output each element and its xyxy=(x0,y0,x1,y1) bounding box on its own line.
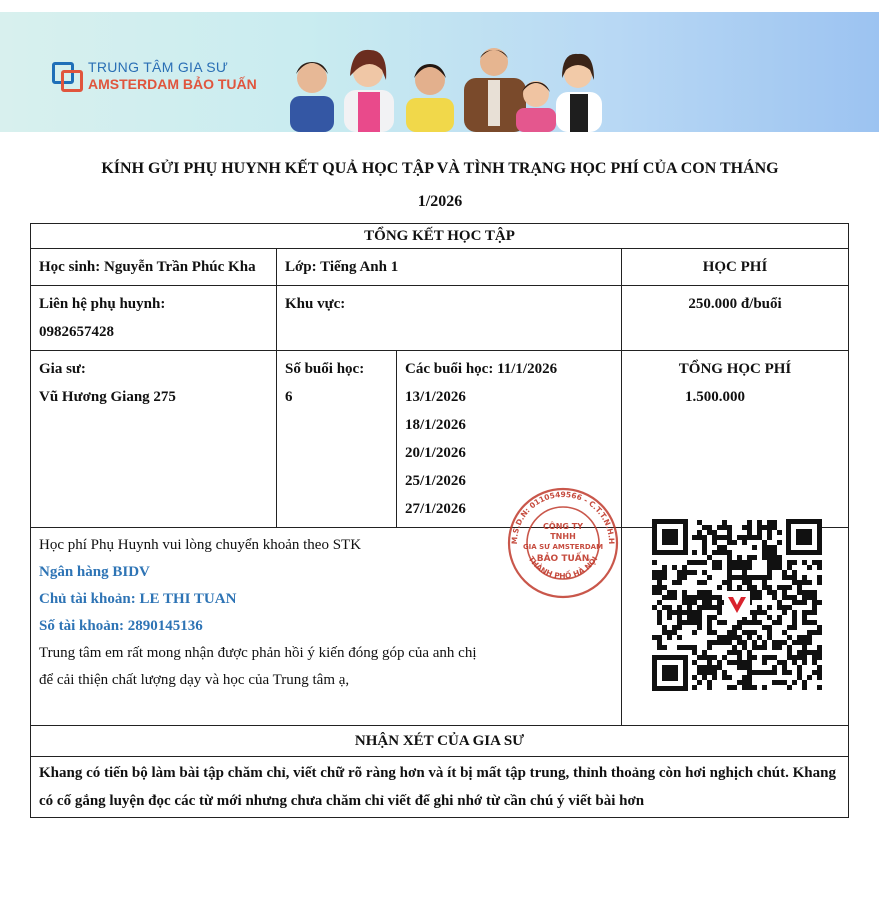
summary-header: TỔNG KẾT HỌC TẬP xyxy=(31,224,849,249)
fee-per-session: 250.000 đ/buổi xyxy=(622,286,849,351)
session-count-cell xyxy=(277,351,397,528)
session-date: 18/1/2026 xyxy=(405,417,466,433)
bank-name: Ngân hàng BIDV xyxy=(39,564,150,580)
company-stamp-icon xyxy=(503,485,623,600)
session-dates-label: Các buổi học: 11/1/2026 xyxy=(405,361,558,377)
tutor-info xyxy=(31,351,277,528)
session-date: 25/1/2026 xyxy=(405,473,466,489)
svg-text:BẢO TUẤN: BẢO TUẤN xyxy=(536,554,590,564)
parent-contact-label: Liên hệ phụ huynh: xyxy=(39,296,166,312)
parent-phone: 0982657428 xyxy=(39,324,114,340)
svg-text:THÀNH PHỐ HÀ NỘI: THÀNH PHỐ HÀ NỘI xyxy=(526,554,600,581)
total-fee-header: TỔNG HỌC PHÍ xyxy=(678,361,792,377)
parent-contact xyxy=(31,286,277,351)
header-banner xyxy=(0,12,879,132)
tutor-label: Gia sư: xyxy=(39,361,86,377)
sessions-count: 6 xyxy=(285,389,293,405)
account-holder: Chủ tài khoản: LE THI TUAN xyxy=(39,591,237,607)
svg-text:GIA SƯ AMSTERDAM: GIA SƯ AMSTERDAM xyxy=(522,543,604,551)
family-photo-icon xyxy=(272,30,612,132)
tutor-name: Vũ Hương Giang 275 xyxy=(39,389,176,405)
total-fee-cell xyxy=(622,351,849,528)
page-title-month: 1/2026 xyxy=(417,193,463,210)
svg-text:M.S.D.N: 0110549566 - C.T.T.N.: M.S.D.N: 0110549566 - C.T.T.N.H.H xyxy=(509,490,617,545)
center-logo xyxy=(52,59,257,93)
total-fee-value: 1.500.000 xyxy=(685,389,746,405)
feedback-line1: Trung tâm em rất mong nhận được phản hồi ý kiến đóng góp của anh chị xyxy=(39,645,477,661)
logo-line2: AMSTERDAM BẢO TUẤN xyxy=(88,76,257,92)
logo-line1: TRUNG TÂM GIA SƯ xyxy=(88,59,229,75)
payment-qr-code-icon xyxy=(652,519,822,691)
logo-mark-icon xyxy=(52,62,82,90)
session-date: 13/1/2026 xyxy=(405,389,466,405)
review-text: Khang có tiến bộ làm bài tập chăm chỉ, viết chữ rõ ràng hơn và ít bị mất tập trung, thỉnh thoảng còn hơi nghịch chút. Khang có cố gắng luyện đọc các từ mới nhưng chưa chăm chỉ viết để ghi nhớ từ cần chú ý viết bài hơn xyxy=(31,757,849,818)
account-number: Số tài khoản: 2890145136 xyxy=(39,618,203,634)
feedback-line2: để cải thiện chất lượng dạy và học của Trung tâm ạ, xyxy=(39,672,350,688)
page-title: KÍNH GỬI PHỤ HUYNH KẾT QUẢ HỌC TẬP VÀ TÌNH TRẠNG HỌC PHÍ CỦA CON THÁNG xyxy=(101,160,779,177)
student-name: Học sinh: Nguyễn Trần Phúc Kha xyxy=(31,249,277,286)
fee-header: HỌC PHÍ xyxy=(622,249,849,286)
review-header: NHẬN XÉT CỦA GIA SƯ xyxy=(31,726,849,757)
class-name: Lớp: Tiếng Anh 1 xyxy=(277,249,622,286)
svg-text:CÔNG TY: CÔNG TY xyxy=(543,522,583,531)
session-date: 20/1/2026 xyxy=(405,445,466,461)
payment-intro: Học phí Phụ Huynh vui lòng chuyển khoản theo STK xyxy=(39,537,362,553)
sessions-label: Số buổi học: xyxy=(285,361,365,377)
session-date: 27/1/2026 xyxy=(405,501,466,517)
area-label: Khu vực: xyxy=(277,286,622,351)
svg-text:TNHH: TNHH xyxy=(550,532,576,541)
